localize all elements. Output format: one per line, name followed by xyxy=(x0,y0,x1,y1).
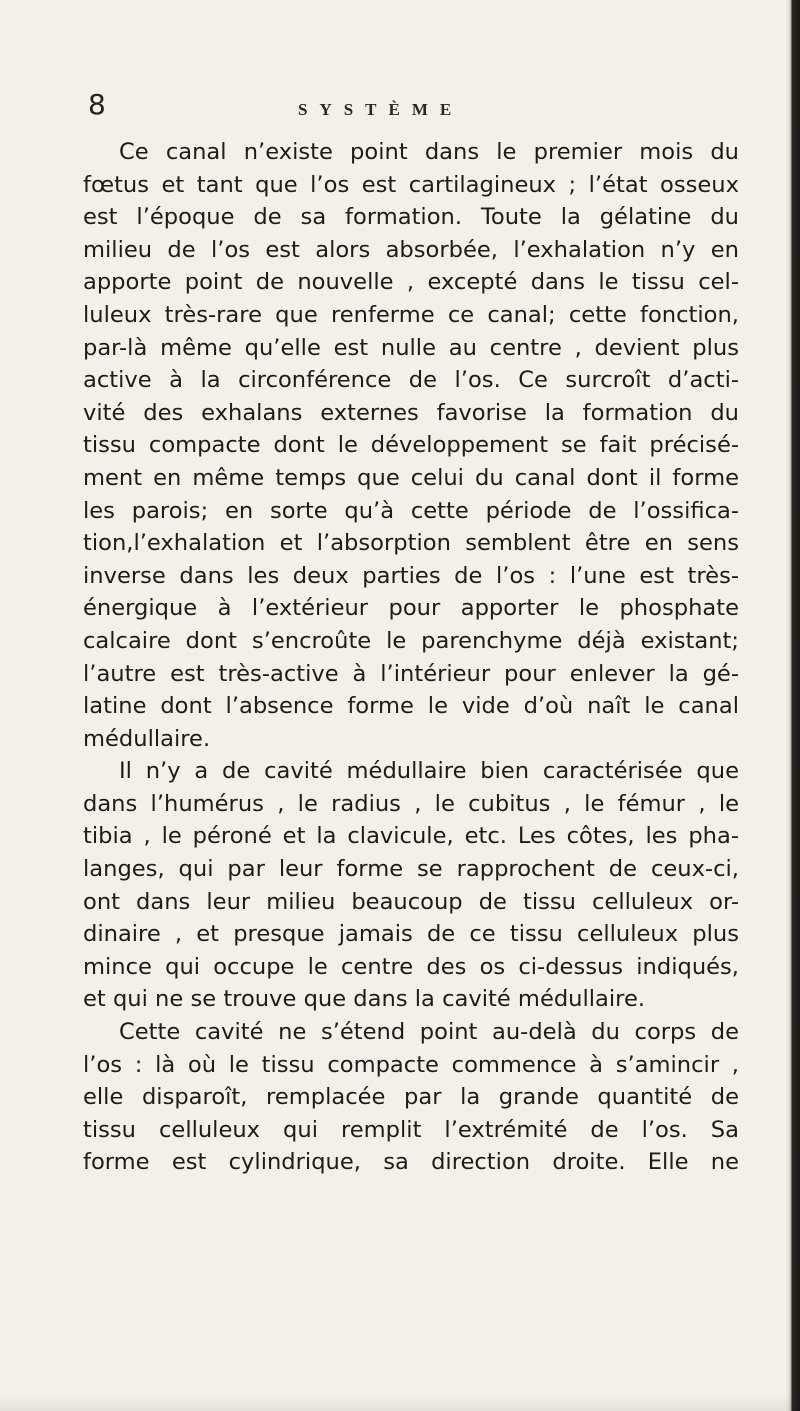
text-line: langes, qui par leur forme se rapprochent de ceux-ci, xyxy=(83,856,739,883)
text-line: luleux très-rare que renferme ce canal; cette fonction, xyxy=(83,301,739,328)
text-line: inverse dans les deux parties de l’os : l’une est très- xyxy=(83,562,739,589)
text-line: l’autre est très-active à l’intérieur pour enlever la gé- xyxy=(83,660,739,687)
text-line: dans l’humérus , le radius , le cubitus , le fémur , le xyxy=(83,790,739,817)
body-text xyxy=(83,136,739,1179)
text-line: calcaire dont s’encroûte le parenchyme déjà existant; xyxy=(83,627,739,654)
text-line: Ce canal n’existe point dans le premier mois du xyxy=(119,139,739,165)
page-header xyxy=(88,88,728,130)
text-line: et qui ne se trouve que dans la cavité médullaire. xyxy=(83,986,646,1013)
text-line: apporte point de nouvelle , excepté dans le tissu cel- xyxy=(83,269,739,296)
text-line: les parois; en sorte qu’à cette période de l’ossifica- xyxy=(83,497,739,524)
text-line: l’os : là où le tissu compacte commence à s’amincir , xyxy=(83,1051,739,1078)
text-line: ment en même temps que celui du canal dont il forme xyxy=(83,464,739,491)
page-number: 8 xyxy=(88,88,106,121)
text-line: forme est cylindrique, sa direction droite. Elle ne xyxy=(83,1149,739,1176)
text-line: tibia , le péroné et la clavicule, etc. Les côtes, les pha- xyxy=(83,823,739,850)
text-line: elle disparoît, remplacée par la grande quantité de xyxy=(83,1084,739,1111)
text-line: mince qui occupe le centre des os ci-dessus indiqués, xyxy=(83,953,739,980)
text-line: médullaire. xyxy=(83,725,211,752)
text-line: énergique à l’extérieur pour apporter le phosphate xyxy=(83,595,739,622)
text-line: milieu de l’os est alors absorbée, l’exhalation n’y en xyxy=(83,236,739,263)
text-line: fœtus et tant que l’os est cartilagineux ; l’état osseux xyxy=(83,171,739,198)
text-line: par-là même qu’elle est nulle au centre , devient plus xyxy=(83,334,739,361)
text-line: tion,l’exhalation et l’absorption semblent être en sens xyxy=(83,530,739,557)
text-line: Cette cavité ne s’étend point au-delà du corps de xyxy=(119,1019,739,1046)
text-line: latine dont l’absence forme le vide d’où naît le canal xyxy=(83,693,739,720)
text-line: Il n’y a de cavité médullaire bien caractérisée que xyxy=(119,758,739,785)
book-spine-edge xyxy=(786,0,800,1411)
running-head: SYSTÈME xyxy=(298,100,464,119)
text-line: tissu celluleux qui remplit l’extrémité de l’os. Sa xyxy=(83,1116,739,1143)
text-line: ont dans leur milieu beaucoup de tissu celluleux or- xyxy=(83,888,739,915)
text-line: vité des exhalans externes favorise la formation du xyxy=(83,399,739,426)
text-line: tissu compacte dont le développement se fait précisé- xyxy=(83,432,739,459)
text-line: est l’époque de sa formation. Toute la gélatine du xyxy=(83,204,739,231)
text-line: dinaire , et presque jamais de ce tissu celluleux plus xyxy=(83,921,739,948)
text-line: active à la circonférence de l’os. Ce surcroît d’acti- xyxy=(83,367,739,394)
page-bottom-shadow xyxy=(0,1393,800,1411)
